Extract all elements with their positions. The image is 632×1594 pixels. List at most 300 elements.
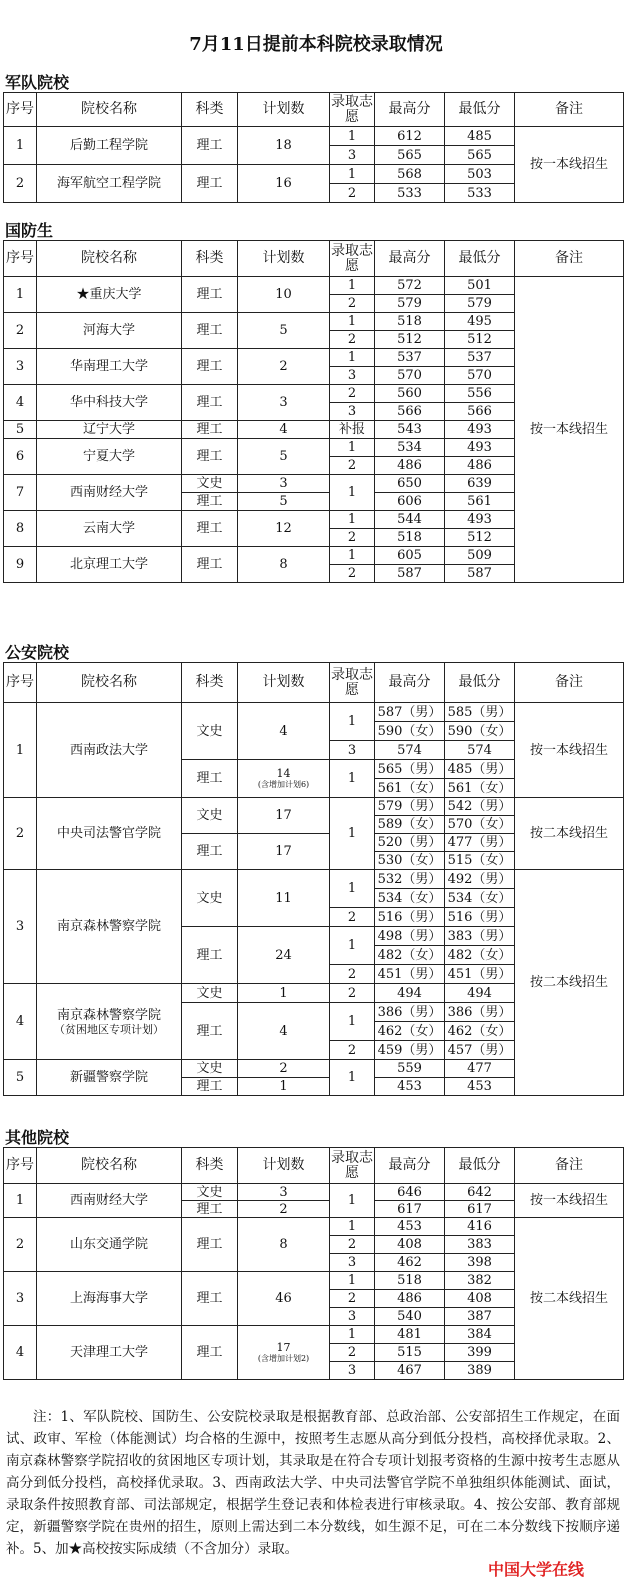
min-score-cell: 503	[445, 165, 515, 184]
category-cell: 理工	[182, 421, 238, 439]
school-name-cell: 北京理工大学	[37, 547, 182, 583]
seq-cell: 5	[4, 1060, 37, 1096]
zhiyuan-cell: 3	[330, 146, 375, 165]
plan-cell: 17	[238, 834, 330, 870]
max-score-cell: 646	[375, 1184, 445, 1201]
zhiyuan-cell: 2	[330, 529, 375, 547]
category-cell: 理工	[182, 127, 238, 165]
seq-cell: 1	[4, 277, 37, 313]
seq-cell: 7	[4, 475, 37, 511]
max-score-cell: 530（女）	[375, 852, 445, 870]
section-title-police: 公安院校	[5, 643, 70, 662]
zhiyuan-cell: 3	[330, 403, 375, 421]
zhiyuan-cell: 2	[330, 1041, 375, 1060]
header-cell: 科类	[182, 93, 238, 127]
category-cell: 理工	[182, 834, 238, 870]
max-score-cell: 462（女）	[375, 1022, 445, 1041]
seq-cell: 2	[4, 798, 37, 870]
zhiyuan-cell: 1	[330, 475, 375, 511]
min-score-cell: 416	[445, 1218, 515, 1236]
header-cell: 最低分	[445, 1148, 515, 1184]
min-score-cell: 462（女）	[445, 1022, 515, 1041]
min-score-cell: 512	[445, 529, 515, 547]
plan-cell: 3	[238, 475, 330, 493]
zhiyuan-cell: 1	[330, 1184, 375, 1218]
zhiyuan-cell: 2	[330, 965, 375, 984]
header-cell: 计划数	[238, 241, 330, 277]
min-score-cell: 516（男）	[445, 908, 515, 927]
category-cell: 理工	[182, 165, 238, 203]
max-score-cell: 518	[375, 1272, 445, 1290]
min-score-cell: 556	[445, 385, 515, 403]
plan-cell: 8	[238, 1218, 330, 1272]
remark-cell: 按二本线招生	[515, 870, 624, 1096]
max-score-cell: 486	[375, 457, 445, 475]
plan-cell: 4	[238, 703, 330, 760]
min-score-cell: 617	[445, 1201, 515, 1218]
school-name-cell: 天津理工大学	[37, 1326, 182, 1380]
max-score-cell: 579（男）	[375, 798, 445, 816]
category-cell: 文史	[182, 1184, 238, 1201]
max-score-cell: 559	[375, 1060, 445, 1078]
header-cell: 计划数	[238, 663, 330, 703]
plan-cell	[238, 1326, 330, 1380]
min-score-cell: 590（女）	[445, 722, 515, 741]
table-row	[4, 1218, 624, 1236]
zhiyuan-cell: 1	[330, 127, 375, 146]
max-score-cell: 540	[375, 1308, 445, 1326]
min-score-cell: 387	[445, 1308, 515, 1326]
zhiyuan-cell: 2	[330, 908, 375, 927]
zhiyuan-cell: 1	[330, 349, 375, 367]
min-score-cell: 493	[445, 421, 515, 439]
remark-cell: 按二本线招生	[515, 1218, 624, 1380]
remark-cell: 按二本线招生	[515, 798, 624, 870]
zhiyuan-cell: 3	[330, 1308, 375, 1326]
header-cell: 最低分	[445, 663, 515, 703]
plan-cell: 5	[238, 493, 330, 511]
plan-cell: 5	[238, 439, 330, 475]
table-row	[4, 870, 624, 889]
category-cell: 理工	[182, 349, 238, 385]
plan-cell: 12	[238, 511, 330, 547]
seq-cell: 5	[4, 421, 37, 439]
max-score-cell: 589（女）	[375, 816, 445, 834]
max-score-cell: 579	[375, 295, 445, 313]
zhiyuan-cell: 补报	[330, 421, 375, 439]
min-score-cell: 399	[445, 1344, 515, 1362]
min-score-cell: 485（男）	[445, 760, 515, 779]
category-cell: 理工	[182, 1272, 238, 1326]
seq-cell: 3	[4, 870, 37, 984]
min-score-cell: 509	[445, 547, 515, 565]
zhiyuan-cell: 1	[330, 927, 375, 965]
table-header-row	[4, 663, 624, 703]
header-cell: 院校名称	[37, 663, 182, 703]
min-score-cell: 389	[445, 1362, 515, 1380]
zhiyuan-cell: 1	[330, 1218, 375, 1236]
min-score-cell: 574	[445, 741, 515, 760]
footnote-text: 注：1、军队院校、国防生、公安院校录取是根据教育部、总政治部、公安部招生工作规定，在面试、政审、军检（体能测试）均合格的生源中，按照考生志愿从高分到低分投档，高校择优录取。2、南京森林警察学院招收的贫困地区专项计划，其录取是在符合专项计划报考资格的生源中按考生志愿从高分到低分投档，高校择优录取。3、西南政法大学、中央司法警官学院不单独组织体能测试、面试，录取条件按照教育部、司法部规定，根据学生登记表和体检表进行审核录取。4、按公安部、教育部规定，新疆警察学院在贵州的招生，原则上需达到二本分数线，如生源不足，可在二本分数线下按顺序递补。5、加★高校按实际成绩（不含加分）录取。	[6, 1409, 620, 1557]
school-name-cell: 西南政法大学	[37, 703, 182, 798]
school-name-cell: 西南财经大学	[37, 1184, 182, 1218]
zhiyuan-cell: 2	[330, 1344, 375, 1362]
header-cell: 备注	[515, 663, 624, 703]
header-cell: 最高分	[375, 241, 445, 277]
plan-note: (含增加计划2)	[257, 1354, 310, 1363]
header-cell: 录取志愿	[331, 93, 373, 125]
max-score-cell: 481	[375, 1326, 445, 1344]
plan-cell: 10	[238, 277, 330, 313]
school-name-cell: 中央司法警官学院	[37, 798, 182, 870]
min-score-cell: 542（男）	[445, 798, 515, 816]
zhiyuan-cell: 1	[330, 798, 375, 870]
max-score-cell: 453	[375, 1218, 445, 1236]
header-cell: 备注	[515, 241, 624, 277]
max-score-cell: 566	[375, 403, 445, 421]
header-cell: 科类	[182, 1148, 238, 1184]
zhiyuan-cell: 3	[330, 741, 375, 760]
zhiyuan-cell: 3	[330, 367, 375, 385]
max-score-cell: 605	[375, 547, 445, 565]
school-name-cell: 河海大学	[37, 313, 182, 349]
min-score-cell: 477	[445, 1060, 515, 1078]
zhiyuan-cell: 2	[330, 1236, 375, 1254]
seq-cell: 4	[4, 984, 37, 1060]
school-name-cell: 南京森林警察学院	[37, 870, 182, 984]
header-cell: 录取志愿	[330, 663, 375, 703]
max-score-cell: 572	[375, 277, 445, 295]
plan-cell: 16	[238, 165, 330, 203]
max-score-cell: 386（男）	[375, 1003, 445, 1022]
max-score-cell: 568	[375, 165, 445, 184]
max-score-cell: 518	[375, 313, 445, 331]
category-cell: 理工	[182, 1078, 238, 1096]
category-cell: 理工	[182, 760, 238, 798]
header-cell: 录取志愿	[330, 241, 375, 277]
min-score-cell: 587	[445, 565, 515, 583]
min-score-cell: 457（男）	[445, 1041, 515, 1060]
header-cell: 录取志愿	[330, 1148, 375, 1184]
max-score-cell: 561（女）	[375, 779, 445, 798]
min-score-cell: 493	[445, 439, 515, 457]
max-score-cell: 570	[375, 367, 445, 385]
plan-value: 14	[276, 767, 291, 780]
header-cell: 最低分	[445, 241, 515, 277]
zhiyuan-cell: 1	[330, 1003, 375, 1041]
seq-cell: 9	[4, 547, 37, 583]
table-row	[4, 277, 624, 295]
category-cell: 文史	[182, 703, 238, 760]
min-score-cell: 408	[445, 1290, 515, 1308]
school-name-cell: 上海海事大学	[37, 1272, 182, 1326]
max-score-cell: 459（男）	[375, 1041, 445, 1060]
school-name-cell	[37, 984, 182, 1060]
max-score-cell: 565	[375, 146, 445, 165]
min-score-cell: 515（女）	[445, 852, 515, 870]
max-score-cell: 590（女）	[375, 722, 445, 741]
max-score-cell: 534（女）	[375, 889, 445, 908]
school-name-sub: （贫困地区专项计划）	[54, 1022, 164, 1036]
seq-cell: 1	[4, 703, 37, 798]
table-row	[4, 127, 624, 146]
section-title-military: 军队院校	[5, 73, 70, 92]
category-cell: 理工	[182, 1326, 238, 1380]
max-score-cell: 515	[375, 1344, 445, 1362]
max-score-cell: 587（男）	[375, 703, 445, 722]
min-score-cell: 579	[445, 295, 515, 313]
min-score-cell: 585（男）	[445, 703, 515, 722]
plan-cell: 5	[238, 313, 330, 349]
school-name-cell: 山东交通学院	[37, 1218, 182, 1272]
other-table	[3, 1147, 624, 1380]
min-score-cell: 533	[445, 184, 515, 203]
school-name-cell: 辽宁大学	[37, 421, 182, 439]
max-score-cell: 560	[375, 385, 445, 403]
min-score-cell: 566	[445, 403, 515, 421]
zhiyuan-cell: 1	[330, 511, 375, 529]
school-name-cell: 华中科技大学	[37, 385, 182, 421]
category-cell: 理工	[182, 927, 238, 984]
zhiyuan-cell: 1	[330, 1326, 375, 1344]
max-score-cell: 650	[375, 475, 445, 493]
plan-cell: 2	[238, 1201, 330, 1218]
min-score-cell: 534（女）	[445, 889, 515, 908]
school-name-cell: 后勤工程学院	[37, 127, 182, 165]
min-score-cell: 570	[445, 367, 515, 385]
category-cell: 理工	[182, 439, 238, 475]
plan-cell: 17	[238, 798, 330, 834]
max-score-cell: 533	[375, 184, 445, 203]
category-cell: 理工	[182, 1003, 238, 1060]
table-row	[4, 1184, 624, 1201]
min-score-cell: 482（女）	[445, 946, 515, 965]
max-score-cell: 498（男）	[375, 927, 445, 946]
school-name-cell: 云南大学	[37, 511, 182, 547]
header-cell: 计划数	[238, 93, 330, 127]
zhiyuan-cell: 1	[330, 870, 375, 908]
seq-cell: 3	[4, 1272, 37, 1326]
max-score-cell: 486	[375, 1290, 445, 1308]
seq-cell: 4	[4, 1326, 37, 1380]
remark-cell: 按一本线招生	[515, 1184, 624, 1218]
zhiyuan-cell: 2	[330, 565, 375, 583]
min-score-cell: 477（男）	[445, 834, 515, 852]
table-row	[4, 798, 624, 816]
min-score-cell: 537	[445, 349, 515, 367]
max-score-cell: 516（男）	[375, 908, 445, 927]
max-score-cell: 408	[375, 1236, 445, 1254]
military-table	[3, 92, 624, 203]
plan-cell: 24	[238, 927, 330, 984]
school-name-cell: 宁夏大学	[37, 439, 182, 475]
zhiyuan-cell: 2	[330, 457, 375, 475]
header-cell: 序号	[4, 1148, 37, 1184]
plan-cell: 1	[238, 1078, 330, 1096]
zhiyuan-cell: 2	[330, 295, 375, 313]
plan-cell: 18	[238, 127, 330, 165]
zhiyuan-cell: 1	[330, 439, 375, 457]
category-cell: 文史	[182, 984, 238, 1003]
seq-cell: 2	[4, 313, 37, 349]
remark-cell: 按一本线招生	[515, 277, 624, 583]
max-score-cell: 534	[375, 439, 445, 457]
table-row	[4, 703, 624, 722]
defense-table	[3, 240, 624, 583]
category-cell: 文史	[182, 475, 238, 493]
plan-cell: 1	[238, 984, 330, 1003]
max-score-cell: 482（女）	[375, 946, 445, 965]
header-cell: 科类	[182, 663, 238, 703]
category-cell: 理工	[182, 493, 238, 511]
max-score-cell: 532（男）	[375, 870, 445, 889]
table-header-row	[4, 93, 624, 127]
min-score-cell: 495	[445, 313, 515, 331]
max-score-cell: 462	[375, 1254, 445, 1272]
min-score-cell: 642	[445, 1184, 515, 1201]
zhiyuan-cell: 1	[330, 1272, 375, 1290]
header-cell: 备注	[515, 1148, 624, 1184]
max-score-cell: 520（男）	[375, 834, 445, 852]
min-score-cell: 501	[445, 277, 515, 295]
seq-cell: 4	[4, 385, 37, 421]
zhiyuan-cell: 1	[330, 547, 375, 565]
table-header-row	[4, 241, 624, 277]
category-cell: 理工	[182, 1218, 238, 1272]
school-name-cell: 海军航空工程学院	[37, 165, 182, 203]
zhiyuan-cell: 1	[330, 277, 375, 295]
category-cell: 理工	[182, 1201, 238, 1218]
max-score-cell: 537	[375, 349, 445, 367]
min-score-cell: 398	[445, 1254, 515, 1272]
header-cell: 最低分	[445, 93, 515, 127]
header-cell: 院校名称	[37, 241, 182, 277]
min-score-cell: 451（男）	[445, 965, 515, 984]
min-score-cell: 561	[445, 493, 515, 511]
plan-cell: 4	[238, 421, 330, 439]
plan-value: 17	[276, 1341, 291, 1354]
min-score-cell: 570（女）	[445, 816, 515, 834]
seq-cell: 1	[4, 127, 37, 165]
plan-cell: 2	[238, 1060, 330, 1078]
plan-cell: 4	[238, 1003, 330, 1060]
school-name-cell: 新疆警察学院	[37, 1060, 182, 1096]
school-name: 南京森林警察学院	[56, 1007, 161, 1023]
min-score-cell: 485	[445, 127, 515, 146]
zhiyuan-cell: 2	[330, 385, 375, 403]
police-table	[3, 662, 624, 1096]
seq-cell: 6	[4, 439, 37, 475]
max-score-cell: 544	[375, 511, 445, 529]
seq-cell: 3	[4, 349, 37, 385]
header-cell: 最高分	[375, 1148, 445, 1184]
max-score-cell: 617	[375, 1201, 445, 1218]
plan-cell	[238, 760, 330, 798]
plan-note: (含增加计划6)	[257, 780, 310, 789]
category-cell: 理工	[182, 313, 238, 349]
zhiyuan-cell: 1	[330, 165, 375, 184]
section-title-other: 其他院校	[5, 1128, 70, 1147]
plan-cell: 8	[238, 547, 330, 583]
school-name-cell: ★重庆大学	[37, 277, 182, 313]
seq-cell: 1	[4, 1184, 37, 1218]
category-cell: 文史	[182, 1060, 238, 1078]
min-score-cell: 384	[445, 1326, 515, 1344]
category-cell: 理工	[182, 511, 238, 547]
max-score-cell: 453	[375, 1078, 445, 1096]
seq-cell: 2	[4, 1218, 37, 1272]
min-score-cell: 494	[445, 984, 515, 1003]
max-score-cell: 451（男）	[375, 965, 445, 984]
min-score-cell: 639	[445, 475, 515, 493]
min-score-cell: 565	[445, 146, 515, 165]
min-score-cell: 383	[445, 1236, 515, 1254]
remark-cell: 按一本线招生	[515, 127, 624, 203]
zhiyuan-cell: 1	[330, 313, 375, 331]
plan-cell: 2	[238, 349, 330, 385]
zhiyuan-cell: 1	[330, 703, 375, 741]
zhiyuan-cell: 2	[330, 984, 375, 1003]
header-cell: 最高分	[375, 93, 445, 127]
header-cell: 最高分	[375, 663, 445, 703]
max-score-cell: 518	[375, 529, 445, 547]
min-score-cell: 493	[445, 511, 515, 529]
header-cell: 院校名称	[37, 93, 182, 127]
header-cell: 序号	[4, 93, 37, 127]
max-score-cell: 565（男）	[375, 760, 445, 779]
category-cell: 理工	[182, 385, 238, 421]
max-score-cell: 543	[375, 421, 445, 439]
min-score-cell: 386（男）	[445, 1003, 515, 1022]
zhiyuan-cell: 1	[330, 760, 375, 798]
max-score-cell: 512	[375, 331, 445, 349]
zhiyuan-cell: 3	[330, 1362, 375, 1380]
min-score-cell: 383（男）	[445, 927, 515, 946]
section-title-defense: 国防生	[5, 221, 54, 240]
max-score-cell: 494	[375, 984, 445, 1003]
zhiyuan-cell: 2	[330, 184, 375, 203]
header-cell: 计划数	[238, 1148, 330, 1184]
max-score-cell: 612	[375, 127, 445, 146]
school-name-cell: 西南财经大学	[37, 475, 182, 511]
zhiyuan-cell: 2	[330, 331, 375, 349]
min-score-cell: 561（女）	[445, 779, 515, 798]
seq-cell: 8	[4, 511, 37, 547]
category-cell: 理工	[182, 547, 238, 583]
page-title: 7月11日提前本科院校录取情况	[189, 34, 443, 55]
min-score-cell: 512	[445, 331, 515, 349]
school-name-cell: 华南理工大学	[37, 349, 182, 385]
min-score-cell: 382	[445, 1272, 515, 1290]
header-cell: 院校名称	[37, 1148, 182, 1184]
category-cell: 理工	[182, 277, 238, 313]
plan-cell: 3	[238, 385, 330, 421]
category-cell: 文史	[182, 870, 238, 927]
max-score-cell: 587	[375, 565, 445, 583]
min-score-cell: 486	[445, 457, 515, 475]
zhiyuan-cell: 2	[330, 1290, 375, 1308]
header-cell: 备注	[515, 93, 624, 127]
seq-cell: 2	[4, 165, 37, 203]
max-score-cell: 467	[375, 1362, 445, 1380]
category-cell: 文史	[182, 798, 238, 834]
header-cell: 序号	[4, 241, 37, 277]
max-score-cell: 574	[375, 741, 445, 760]
header-cell: 序号	[4, 663, 37, 703]
plan-cell: 46	[238, 1272, 330, 1326]
plan-cell: 3	[238, 1184, 330, 1201]
zhiyuan-cell: 1	[330, 1060, 375, 1096]
